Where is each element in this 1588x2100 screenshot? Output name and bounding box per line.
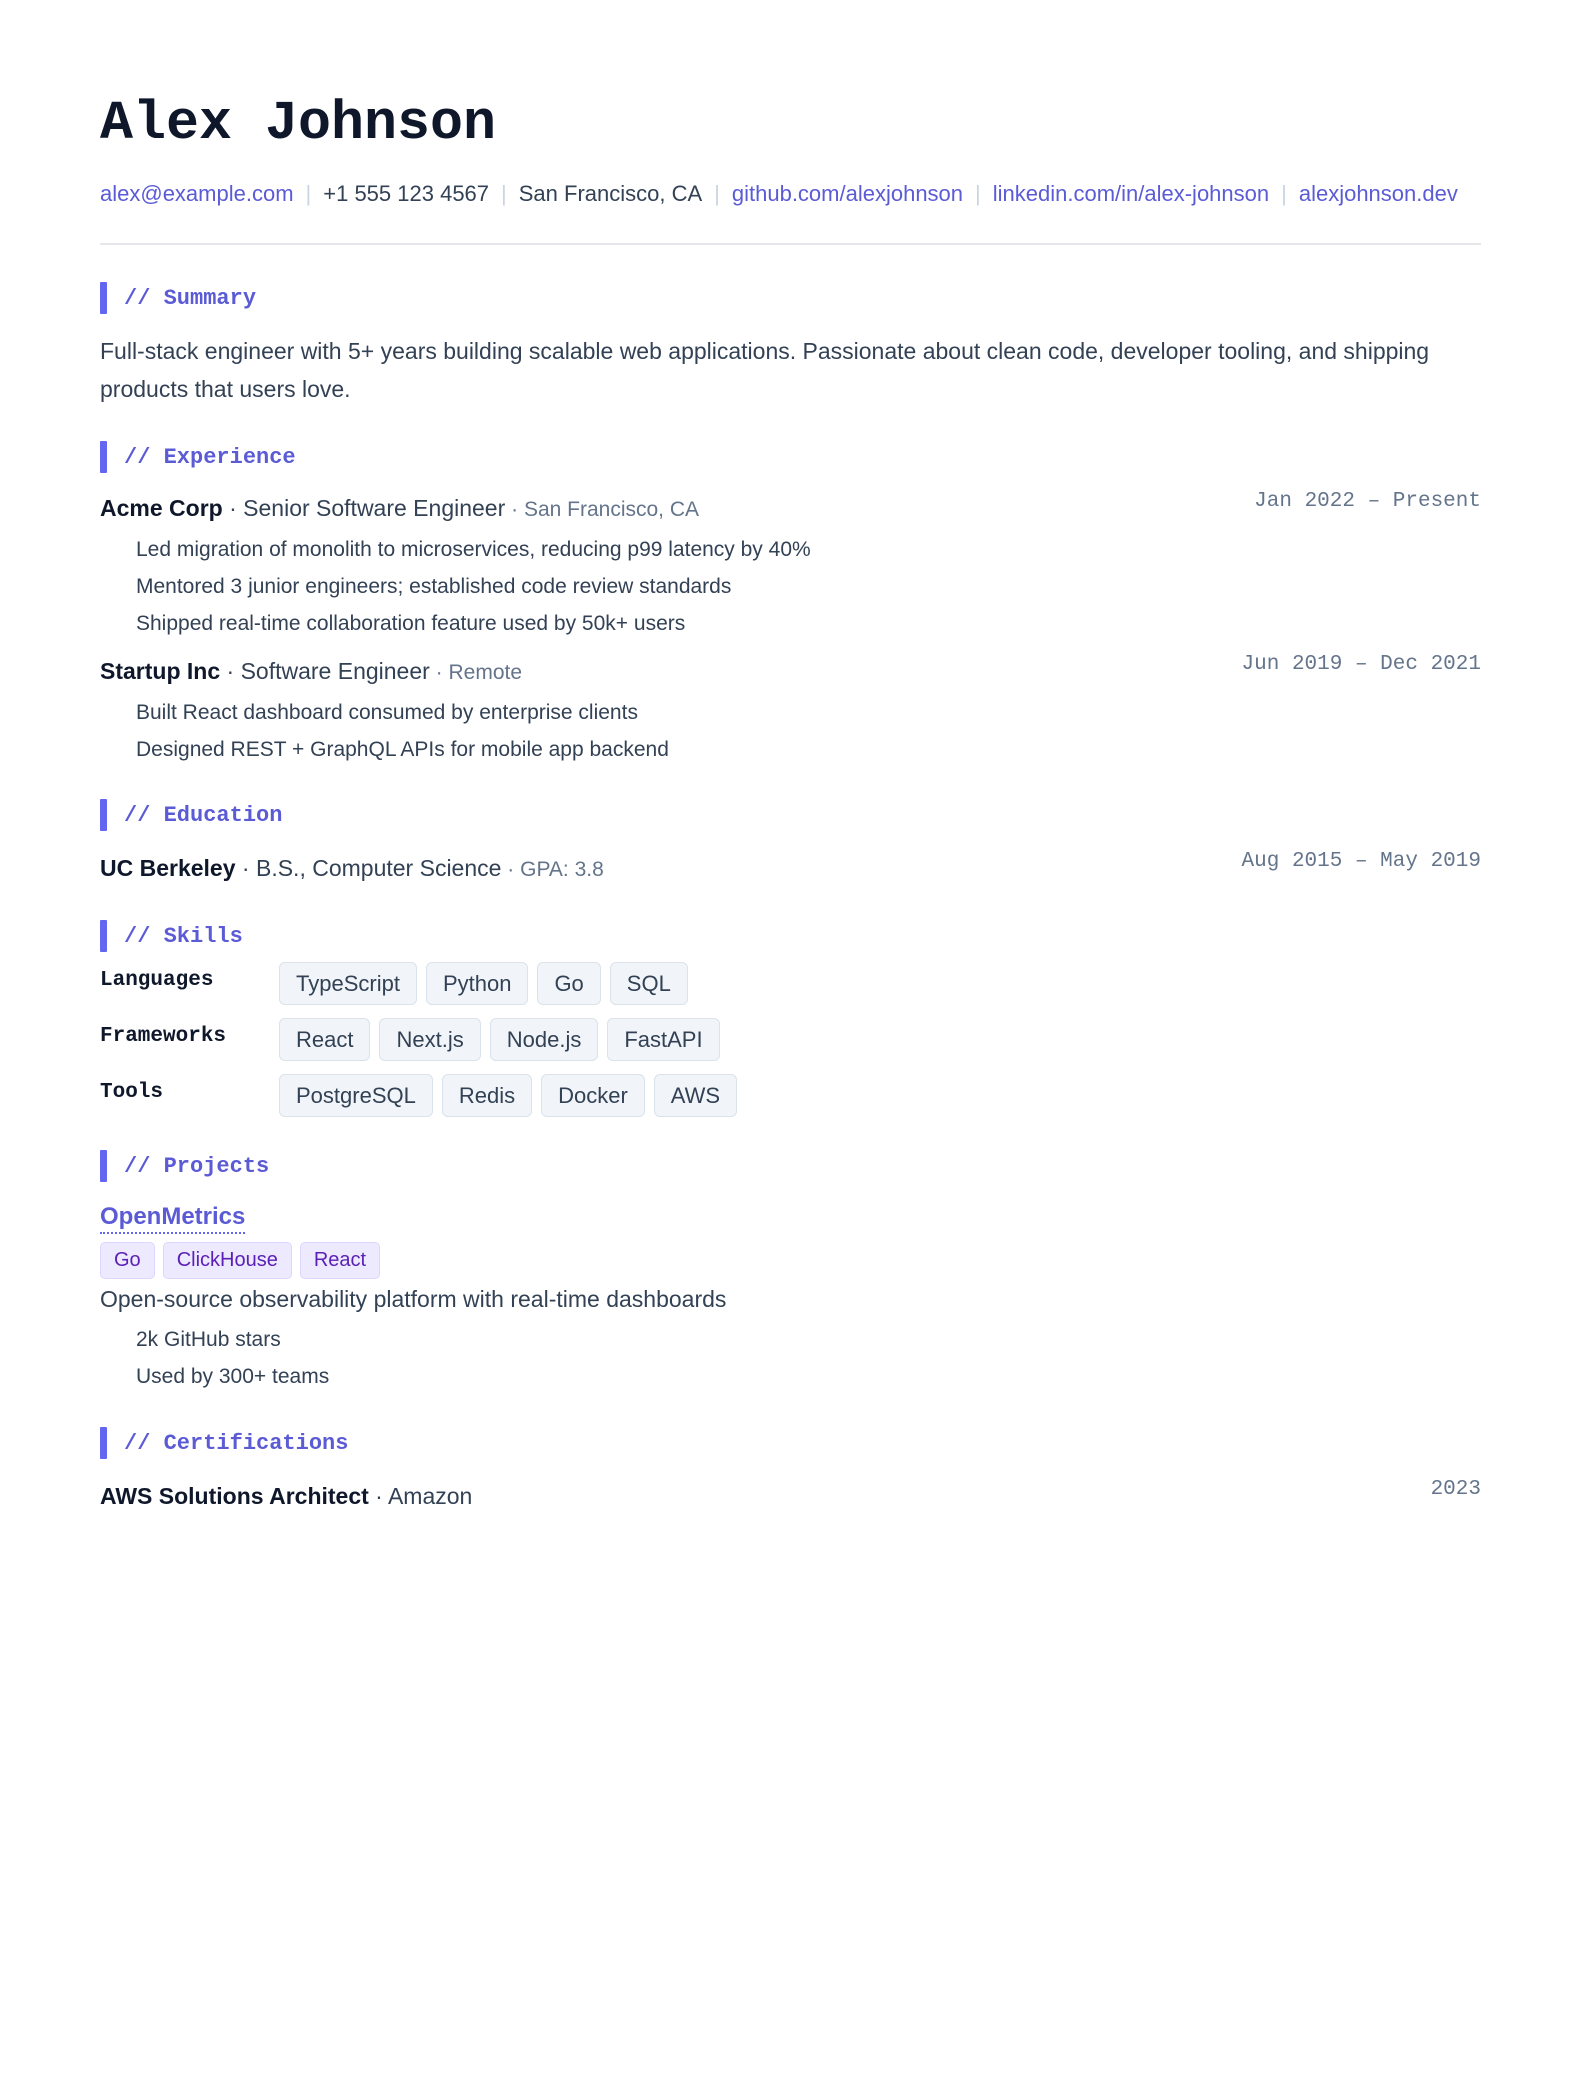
degree: B.S., Computer Science — [255, 855, 502, 881]
list-item: Led migration of monolith to microservices, reducing p99 latency by 40% — [136, 538, 811, 561]
section-accent-bar — [100, 799, 107, 831]
project-tag: Go — [100, 1242, 155, 1279]
contact-separator: | — [714, 181, 720, 206]
list-item: Mentored 3 junior engineers; established code review standards — [136, 575, 732, 598]
skills-row — [100, 1018, 1481, 1068]
section-accent-bar — [100, 1150, 107, 1182]
section-heading-certifications — [100, 1427, 1481, 1459]
section-accent-bar — [100, 1427, 107, 1459]
website-link[interactable]: alexjohnson.dev — [1298, 181, 1458, 206]
experience-heading: Acme Corp · Senior Software Engineer · San Francisco, CA — [100, 495, 700, 521]
skills-table — [100, 962, 1481, 1124]
company-name: Startup Inc — [100, 658, 221, 684]
skill-chip: Node.js — [490, 1018, 599, 1061]
job-location: San Francisco, CA — [523, 498, 700, 521]
section-title: // Projects — [124, 1153, 270, 1179]
skill-chip: Redis — [442, 1074, 532, 1117]
section-heading-summary — [100, 282, 1481, 314]
section-accent-bar — [100, 920, 107, 952]
experience-entry — [100, 653, 1481, 768]
skill-chip: AWS — [654, 1074, 737, 1117]
section-title: // Experience — [124, 444, 296, 470]
contact-separator: | — [305, 181, 312, 206]
contact-line — [100, 180, 1481, 208]
skills-chips — [279, 1018, 729, 1061]
section-title: // Education — [124, 802, 283, 828]
skills-category: Languages — [100, 969, 214, 992]
project-tags — [100, 1242, 1481, 1279]
list-item: Designed REST + GraphQL APIs for mobile app backend — [136, 738, 669, 761]
skills-category: Tools — [100, 1081, 164, 1104]
list-item: 2k GitHub stars — [136, 1328, 281, 1351]
experience-bullets — [136, 531, 1481, 642]
section-accent-bar — [100, 441, 107, 473]
skill-chip: FastAPI — [607, 1018, 719, 1061]
job-title: Senior Software Engineer — [243, 495, 506, 521]
skills-row — [100, 962, 1481, 1012]
certification-year: 2023 — [1430, 1478, 1481, 1501]
certification-entry — [100, 1478, 1481, 1511]
section-heading-skills — [100, 920, 1481, 952]
skills-category: Frameworks — [100, 1025, 227, 1048]
section-title: // Summary — [124, 285, 257, 311]
linkedin-link[interactable]: linkedin.com/in/alex-johnson — [992, 181, 1270, 206]
contact-separator: | — [975, 181, 981, 206]
list-item: Built React dashboard consumed by enterprise clients — [136, 701, 638, 724]
project-description: Open-source observability platform with real-time dashboards — [100, 1286, 727, 1312]
section-title: // Certifications — [124, 1430, 349, 1456]
project-tag: ClickHouse — [163, 1242, 292, 1279]
candidate-name: Alex Johnson — [100, 92, 497, 155]
contact-separator: | — [1281, 181, 1287, 206]
education-entry — [100, 850, 1481, 885]
education-dates: Aug 2015 – May 2019 — [1241, 850, 1481, 873]
project-tag: React — [300, 1242, 380, 1279]
job-dates: Jun 2019 – Dec 2021 — [1241, 653, 1481, 676]
section-heading-education — [100, 799, 1481, 831]
skill-chip: Python — [426, 962, 529, 1005]
experience-entry — [100, 490, 1481, 642]
list-item: Used by 300+ teams — [136, 1365, 330, 1388]
section-heading-experience — [100, 441, 1481, 473]
certification-name: AWS Solutions Architect — [100, 1483, 369, 1509]
summary-text: Full-stack engineer with 5+ years building scalable web applications. Passionate about clean code, developer tooling, and shipping products that users love. — [100, 338, 1430, 402]
skills-chips — [279, 1074, 746, 1117]
section-heading-projects — [100, 1150, 1481, 1182]
company-name: Acme Corp — [100, 495, 223, 521]
project-bullets — [136, 1321, 1481, 1395]
github-link[interactable]: github.com/alexjohnson — [731, 181, 964, 206]
section-accent-bar — [100, 282, 107, 314]
section-title: // Skills — [124, 923, 243, 949]
experience-heading: Startup Inc · Software Engineer · Remote — [100, 658, 523, 684]
skill-chip: SQL — [610, 962, 688, 1005]
certification-issuer: Amazon — [387, 1483, 473, 1509]
skill-chip: Docker — [541, 1074, 645, 1117]
location-text: San Francisco, CA — [518, 181, 703, 206]
job-dates: Jan 2022 – Present — [1254, 490, 1481, 513]
skill-chip: PostgreSQL — [279, 1074, 433, 1117]
email-link[interactable]: alex@example.com — [100, 181, 294, 206]
skill-chip: Next.js — [379, 1018, 480, 1061]
certification-heading: AWS Solutions Architect · Amazon — [100, 1483, 473, 1509]
skills-chips — [279, 962, 697, 1005]
skills-row — [100, 1074, 1481, 1124]
skill-chip: React — [279, 1018, 370, 1061]
experience-bullets — [136, 694, 1481, 768]
job-location: Remote — [448, 661, 523, 684]
project-link[interactable]: OpenMetrics — [100, 1202, 245, 1234]
school-name: UC Berkeley — [100, 855, 236, 881]
education-heading: UC Berkeley · B.S., Computer Science · GPA: 3.8 — [100, 855, 604, 881]
project-entry — [100, 1202, 1481, 1395]
skill-chip: TypeScript — [279, 962, 417, 1005]
job-title: Software Engineer — [240, 658, 430, 684]
contact-separator: | — [501, 181, 507, 206]
header-divider — [100, 243, 1481, 245]
gpa: GPA: 3.8 — [520, 858, 604, 881]
list-item: Shipped real-time collaboration feature used by 50k+ users — [136, 612, 686, 635]
skill-chip: Go — [537, 962, 600, 1005]
phone-number: +1 555 123 4567 — [323, 181, 490, 206]
